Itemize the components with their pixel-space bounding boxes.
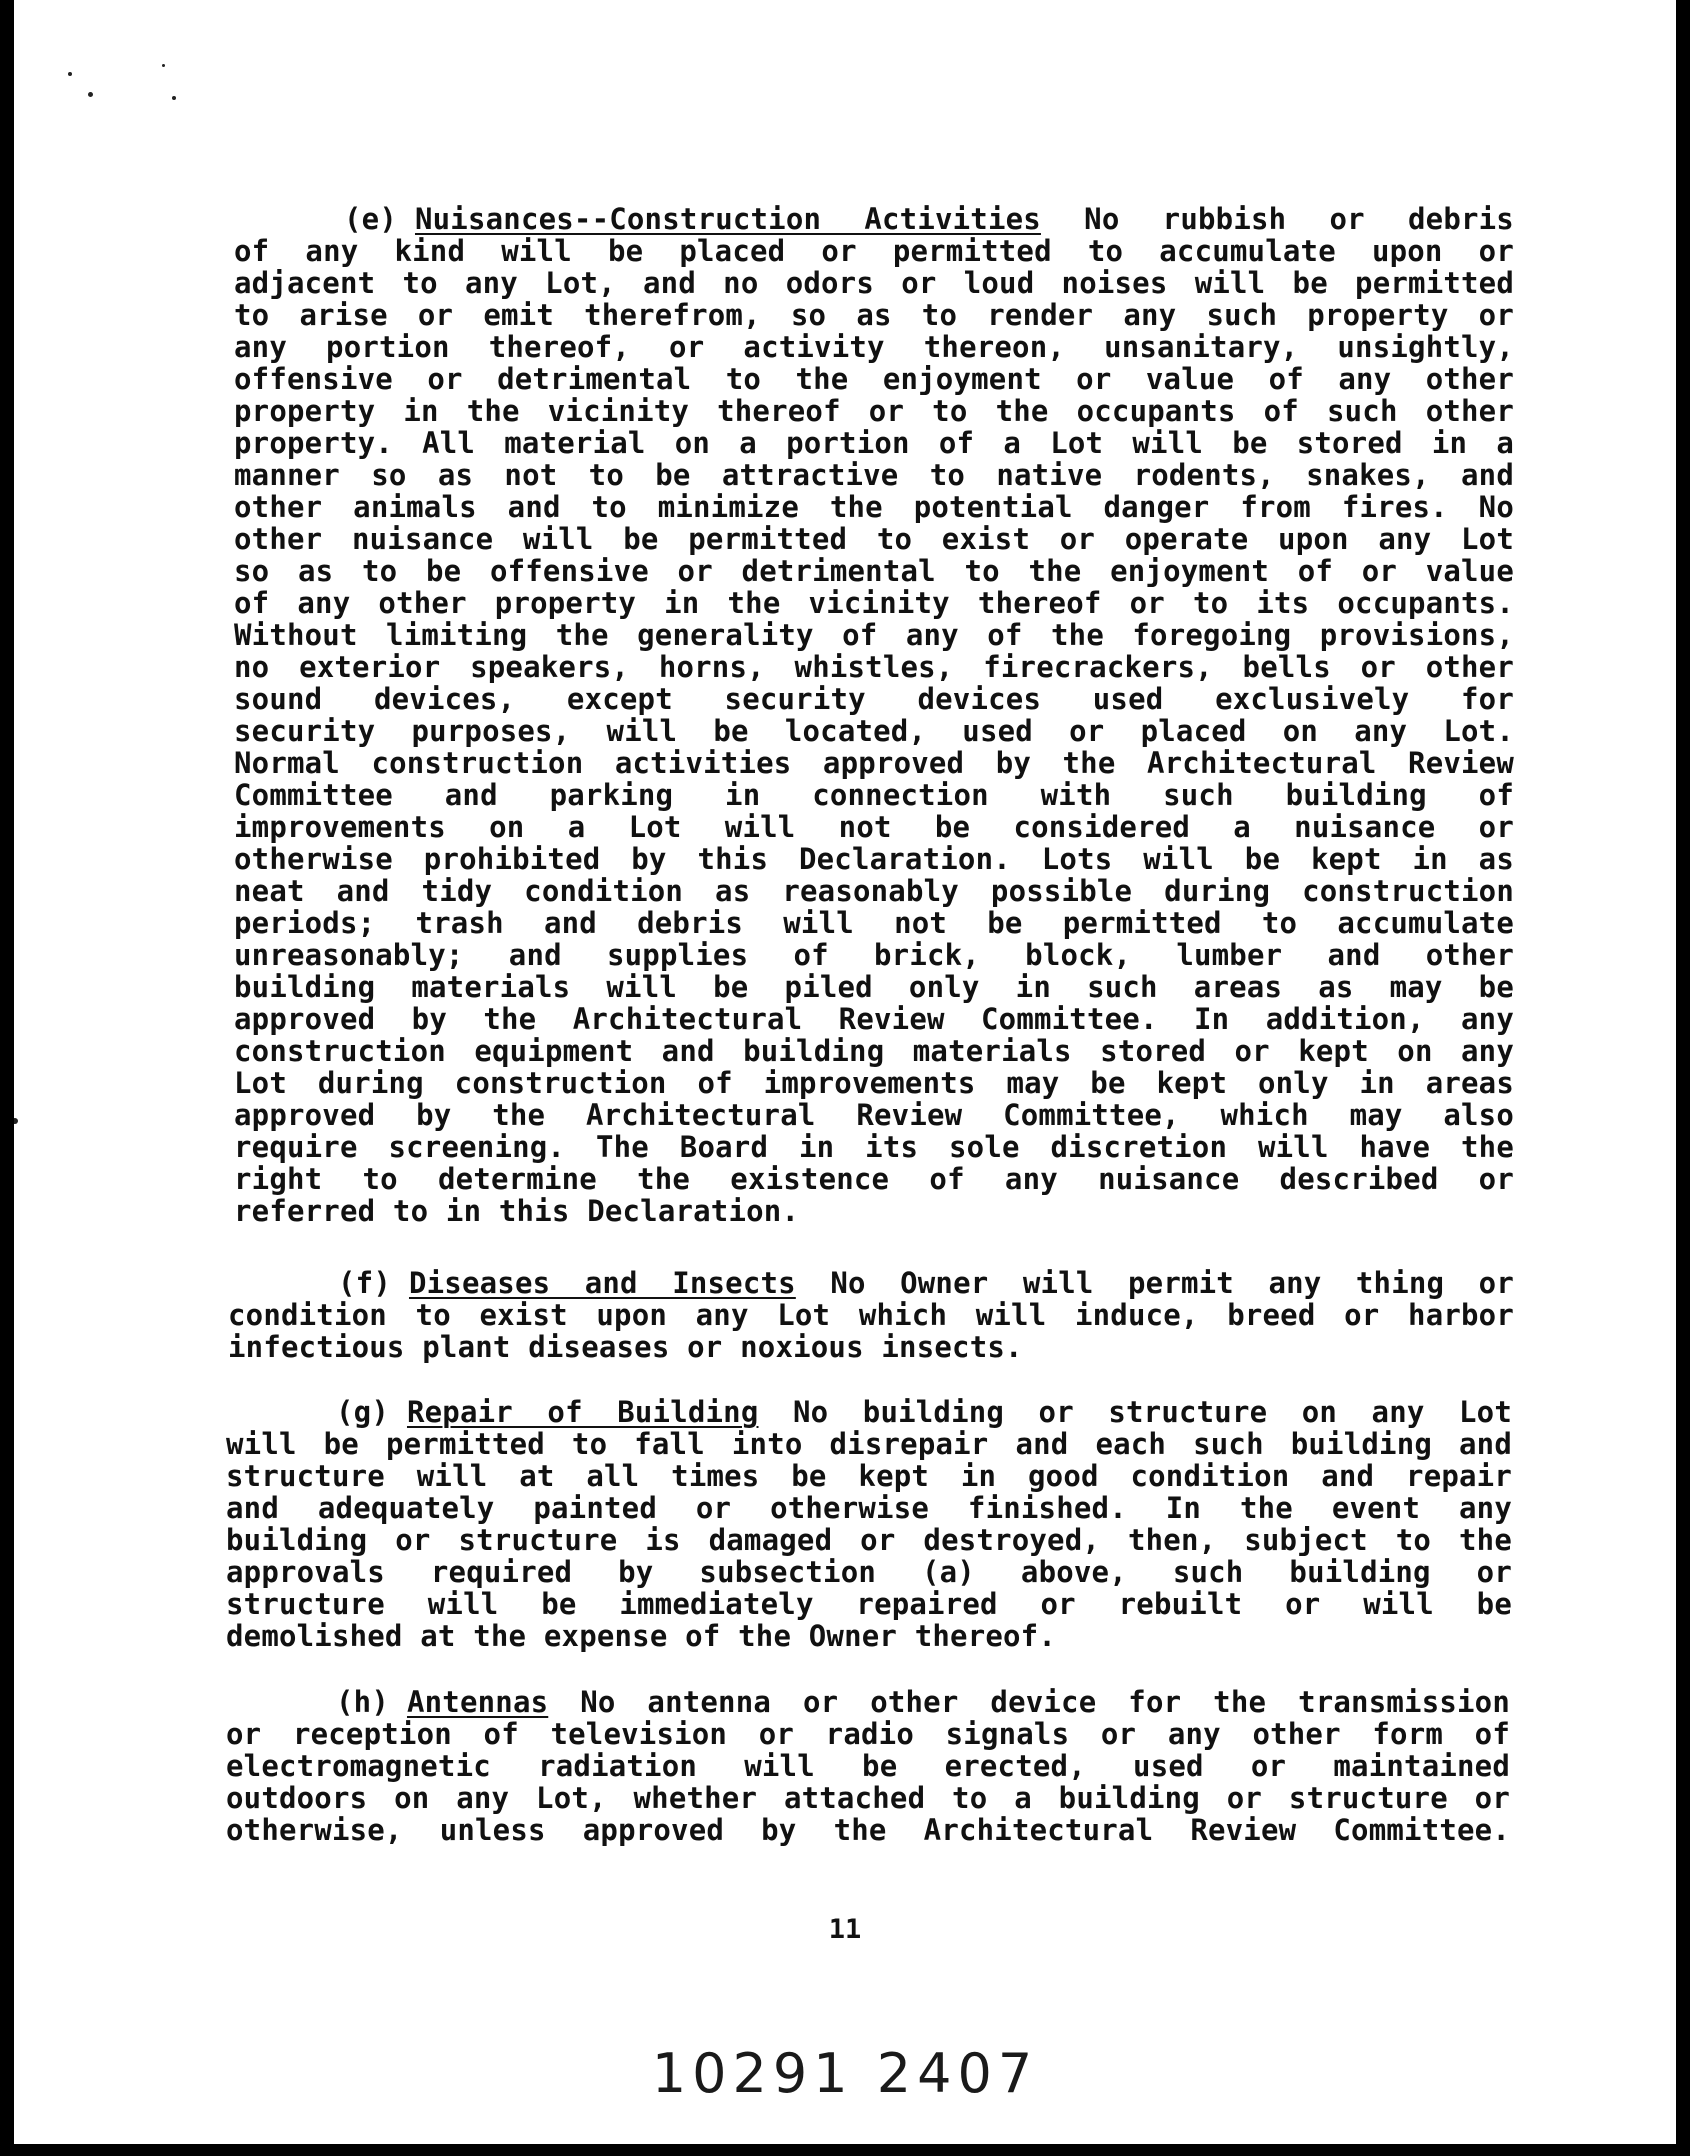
text-line: referred to in this Declaration. [234,1194,800,1228]
text-line: otherwise, unless approved by the Architectural Review Committee. [226,1813,1510,1847]
text-line: require screening. The Board in its sole discretion will have the [234,1130,1514,1164]
section-first-line [226,1396,1512,1428]
scan-speck [14,1118,18,1124]
text-line: to arise or emit therefrom, so as to render any such property or [234,298,1514,332]
section-heading: Repair of Building [406,1395,759,1429]
text-line: will be permitted to fall into disrepair and each such building and [226,1427,1512,1461]
section-label: (h) [336,1685,389,1719]
text-line: No antenna or other device for the transmission [580,1685,1510,1719]
text-line: security purposes, will be located, used or placed on any Lot. [234,714,1514,748]
text-line: building or structure is damaged or destroyed, then, subject to the [226,1523,1512,1557]
section-h [226,1686,1510,1846]
page-number: 11 [828,1914,862,1945]
text-line: improvements on a Lot will not be considered a nuisance or [234,810,1514,844]
text-line: periods; trash and debris will not be permitted to accumulate [234,906,1514,940]
section-first-line [226,1686,1510,1718]
section-first-line [234,203,1514,235]
section-heading: Diseases and Insects [408,1266,796,1300]
text-line: infectious plant diseases or noxious insects. [228,1330,1023,1364]
section-label: (g) [336,1395,389,1429]
text-line: construction equipment and building materials stored or kept on any [234,1034,1514,1068]
scan-speck [88,92,93,97]
text-line: approved by the Architectural Review Committee. In addition, any [234,1002,1514,1036]
text-line: building materials will be piled only in such areas as may be [234,970,1514,1004]
text-line: other nuisance will be permitted to exist or operate upon any Lot [234,522,1514,556]
text-line: unreasonably; and supplies of brick, block, lumber and other [234,938,1514,972]
text-line: or reception of television or radio signals or any other form of [226,1717,1510,1751]
section-heading: Antennas [406,1685,549,1719]
section-heading: Nuisances--Construction Activities [414,202,1041,236]
text-line: of any kind will be placed or permitted to accumulate upon or [234,234,1514,268]
text-line: electromagnetic radiation will be erected, used or maintained [226,1749,1510,1783]
text-line: and adequately painted or otherwise finished. In the event any [226,1491,1512,1525]
text-line: approvals required by subsection (a) above, such building or [226,1555,1512,1589]
text-line: right to determine the existence of any nuisance described or [234,1162,1514,1196]
section-e [234,203,1514,1227]
text-line: Committee and parking in connection with such building of [234,778,1514,812]
text-line: property. All material on a portion of a Lot will be stored in a [234,426,1514,460]
section-first-line [228,1267,1514,1299]
text-line: approved by the Architectural Review Committee, which may also [234,1098,1514,1132]
text-line: condition to exist upon any Lot which will induce, breed or harbor [228,1298,1514,1332]
text-line: structure will be immediately repaired or rebuilt or will be [226,1587,1512,1621]
text-line: demolished at the expense of the Owner thereof. [226,1619,1056,1653]
text-line: Without limiting the generality of any of the foregoing provisions, [234,618,1514,652]
text-line: offensive or detrimental to the enjoyment or value of any other [234,362,1514,396]
document-page [14,0,1676,2144]
text-line: Normal construction activities approved by the Architectural Review [234,746,1514,780]
text-line: other animals and to minimize the potential danger from fires. No [234,490,1514,524]
scan-speck [68,72,72,76]
section-label: (e) [344,202,397,236]
text-line: No Owner will permit any thing or [830,1266,1514,1300]
text-line: property in the vicinity thereof or to the occupants of such other [234,394,1514,428]
text-line: sound devices, except security devices used exclusively for [234,682,1514,716]
scan-speck [172,96,176,100]
text-line: No building or structure on any Lot [792,1395,1512,1429]
text-line: outdoors on any Lot, whether attached to a building or structure or [226,1781,1510,1815]
scan-speck [162,64,165,67]
section-f [228,1267,1514,1363]
text-line: no exterior speakers, horns, whistles, firecrackers, bells or other [234,650,1514,684]
text-line: manner so as not to be attractive to native rodents, snakes, and [234,458,1514,492]
text-line: otherwise prohibited by this Declaration. Lots will be kept in as [234,842,1514,876]
section-g [226,1396,1512,1652]
text-line: adjacent to any Lot, and no odors or loud noises will be permitted [234,266,1514,300]
text-line: No rubbish or debris [1084,202,1514,236]
text-line: neat and tidy condition as reasonably possible during construction [234,874,1514,908]
document-id-stamp: 10291 2407 [651,2042,1039,2105]
text-line: so as to be offensive or detrimental to the enjoyment of or value [234,554,1514,588]
text-line: Lot during construction of improvements may be kept only in areas [234,1066,1514,1100]
text-line: any portion thereof, or activity thereon, unsanitary, unsightly, [234,330,1514,364]
section-label: (f) [338,1266,391,1300]
text-line: structure will at all times be kept in good condition and repair [226,1459,1512,1493]
text-line: of any other property in the vicinity thereof or to its occupants. [234,586,1514,620]
